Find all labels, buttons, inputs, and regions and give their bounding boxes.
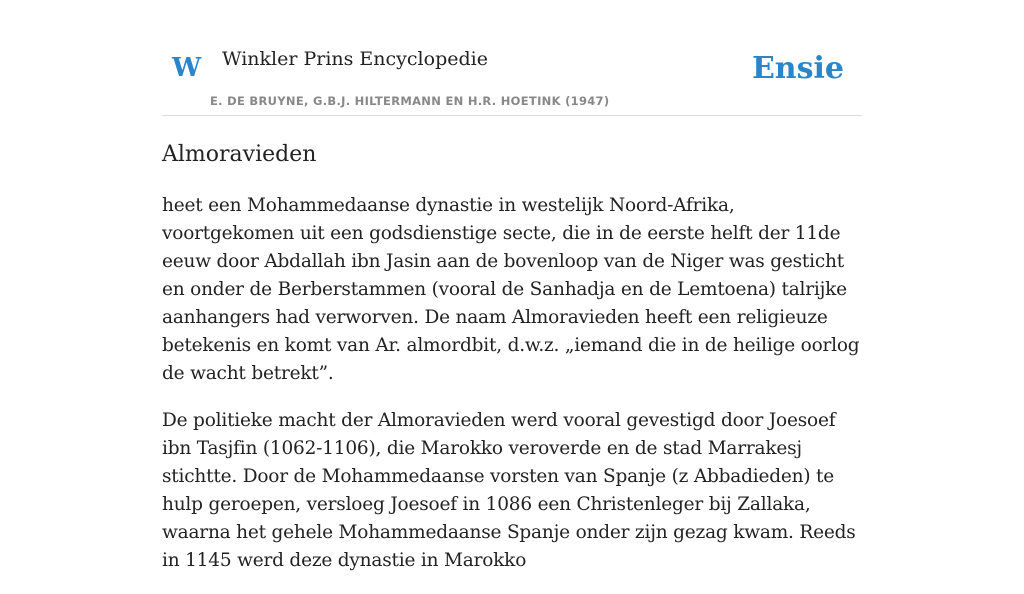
- encyclopedia-authors: E. DE BRUYNE, G.B.J. HILTERMANN EN H.R. HOETINK (1947): [210, 94, 610, 108]
- article-body: [162, 192, 862, 594]
- ensie-logo[interactable]: Ensie: [751, 51, 844, 86]
- logo-w-icon[interactable]: W: [172, 53, 202, 83]
- encyclopedia-title[interactable]: Winkler Prins Encyclopedie: [222, 48, 488, 70]
- article-title: Almoravieden: [162, 142, 317, 167]
- site-header: [162, 40, 862, 116]
- article-paragraph: heet een Mohammedaanse dynastie in westelijk Noord-Afrika, voortgekomen uit een godsdienstige secte, die in de eerste helft der 11de eeuw door Abdallah ibn Jasin aan de bovenloop van de Niger was gesticht en onder de Berberstammen (vooral de Sanhadja en de Lemtoena) talrijke aanhangers had verworven. De naam Almoravieden heeft een religieuze betekenis en komt van Ar. almordbit, d.w.z. „iemand die in de heilige oorlog de wacht betrekt”.: [162, 195, 860, 384]
- article-paragraph: De politieke macht der Almoravieden werd vooral gevestigd door Joesoef ibn Tasjfin (1062-1106), die Marokko veroverde en de stad Marrakesj stichtte. Door de Mohammedaanse vorsten van Spanje (z Abbadieden) te hulp geroepen, versloeg Joesoef in 1086 een Christenleger bij Zallaka, waarna het gehele Mohammedaanse Spanje onder zijn gezag kwam. Reeds in 1145 werd deze dynastie in Marokko: [162, 410, 856, 571]
